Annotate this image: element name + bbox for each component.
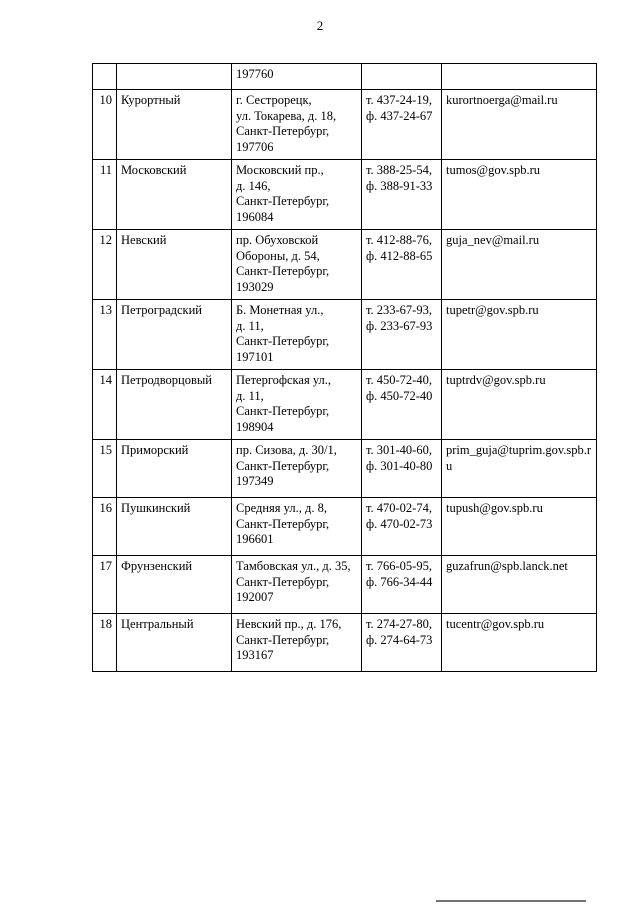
phone-cell [362, 498, 442, 556]
phone-line: т. 233-67-93, [366, 303, 432, 317]
phone-line: ф. 274-64-73 [366, 632, 433, 647]
address-line: 197760 [236, 67, 274, 81]
address-cell [232, 440, 362, 498]
address-line: 193029 [236, 279, 274, 294]
address-line: 196601 [236, 532, 274, 546]
district-name-cell: Петродворцовый [117, 370, 232, 440]
phone-line: ф. 437-24-67 [366, 108, 433, 123]
phone-line: т. 450-72-40, [366, 373, 432, 387]
phone-cell [362, 370, 442, 440]
address-cell [232, 498, 362, 556]
address-line: ул. Токарева, д. 18, [236, 108, 337, 123]
address-line: Санкт-Петербург, [236, 516, 330, 531]
email-cell: guja_nev@mail.ru [442, 230, 597, 300]
row-number-cell: 18 [93, 614, 117, 672]
address-line: Тамбовская ул., д. 35, [236, 559, 351, 573]
address-line: 197706 [236, 139, 274, 154]
table-row [93, 440, 597, 498]
address-line: Санкт-Петербург, [236, 194, 330, 208]
email-cell: tupush@gov.spb.ru [442, 498, 597, 556]
address-cell [232, 160, 362, 230]
phone-line: т. 766-05-95, [366, 559, 432, 573]
phone-line: т. 470-02-74, [366, 501, 432, 515]
phone-line: ф. 450-72-40 [366, 388, 433, 403]
phone-cell [362, 440, 442, 498]
address-cell [232, 370, 362, 440]
phone-cell [362, 614, 442, 672]
address-line: Невский пр., д. 176, [236, 617, 342, 631]
address-line: Санкт-Петербург, [236, 334, 330, 348]
address-line: 197101 [236, 349, 274, 364]
address-cell [232, 230, 362, 300]
address-line: 198904 [236, 419, 274, 434]
address-line: Средняя ул., д. 8, [236, 501, 327, 515]
address-line: пр. Обуховской [236, 233, 319, 247]
phone-line: ф. 388-91-33 [366, 178, 433, 193]
row-number-cell: 14 [93, 370, 117, 440]
phone-line: ф. 470-02-73 [366, 516, 433, 531]
email-cell: guzafrun@spb.lanck.net [442, 556, 597, 614]
address-line: 197349 [236, 474, 274, 488]
district-name-cell: Пушкинский [117, 498, 232, 556]
address-cell [232, 614, 362, 672]
address-line: Санкт-Петербург, [236, 574, 330, 589]
phone-line: ф. 233-67-93 [366, 318, 433, 333]
phone-cell [362, 160, 442, 230]
email-cell: tucentr@gov.spb.ru [442, 614, 597, 672]
district-name-cell [117, 64, 232, 90]
address-line: д. 11, [236, 388, 264, 403]
address-line: Санкт-Петербург, [236, 264, 330, 278]
email-cell: prim_guja@tuprim.gov.spb.ru [442, 440, 597, 498]
address-line: Санкт-Петербург, [236, 632, 330, 647]
row-number-cell [93, 64, 117, 90]
district-name-cell: Курортный [117, 90, 232, 160]
row-number-cell: 11 [93, 160, 117, 230]
email-cell [442, 64, 597, 90]
address-line: Петергофская ул., [236, 373, 332, 387]
address-line: Санкт-Петербург, [236, 458, 330, 473]
address-line: 196084 [236, 209, 274, 224]
address-line: Московский пр., [236, 163, 324, 177]
phone-cell [362, 90, 442, 160]
table-row [93, 556, 597, 614]
address-line: Санкт-Петербург, [236, 404, 330, 418]
district-name-cell: Невский [117, 230, 232, 300]
row-number-cell: 15 [93, 440, 117, 498]
phone-line: т. 274-27-80, [366, 617, 432, 631]
email-cell: tuptrdv@gov.spb.ru [442, 370, 597, 440]
table-row [93, 614, 597, 672]
address-cell [232, 300, 362, 370]
row-number-cell: 16 [93, 498, 117, 556]
phone-cell [362, 230, 442, 300]
address-line: г. Сестрорецк, [236, 93, 312, 107]
address-line: д. 146, [236, 178, 271, 193]
phone-line: т. 301-40-60, [366, 443, 432, 457]
district-name-cell: Московский [117, 160, 232, 230]
table-row [93, 370, 597, 440]
address-line: Обороны, д. 54, [236, 248, 320, 263]
phone-cell [362, 300, 442, 370]
row-number-cell: 17 [93, 556, 117, 614]
phone-line: ф. 766-34-44 [366, 574, 433, 589]
table-row [93, 64, 597, 90]
phone-cell [362, 556, 442, 614]
address-line: 193167 [236, 648, 274, 662]
row-number-cell: 10 [93, 90, 117, 160]
row-number-cell: 13 [93, 300, 117, 370]
table-row [93, 300, 597, 370]
table-row [93, 90, 597, 160]
table-row [93, 498, 597, 556]
address-cell [232, 90, 362, 160]
phone-line: ф. 412-88-65 [366, 248, 433, 263]
district-name-cell: Центральный [117, 614, 232, 672]
table-row [93, 230, 597, 300]
phone-line: т. 412-88-76, [366, 233, 432, 247]
address-line: пр. Сизова, д. 30/1, [236, 443, 337, 457]
phone-line: т. 388-25-54, [366, 163, 432, 177]
phone-line: ф. 301-40-80 [366, 458, 433, 473]
phone-cell [362, 64, 442, 90]
row-number-cell: 12 [93, 230, 117, 300]
scan-artifact [436, 900, 586, 902]
address-line: 192007 [236, 590, 274, 604]
address-cell [232, 64, 362, 90]
district-name-cell: Приморский [117, 440, 232, 498]
address-cell [232, 556, 362, 614]
page-number: 2 [316, 18, 324, 33]
email-cell: kurortnoerga@mail.ru [442, 90, 597, 160]
email-cell: tupetr@gov.spb.ru [442, 300, 597, 370]
district-name-cell: Фрунзенский [117, 556, 232, 614]
district-contacts-table [92, 63, 597, 672]
table-body [93, 64, 597, 672]
table-row [93, 160, 597, 230]
address-line: Б. Монетная ул., [236, 303, 324, 317]
address-line: д. 11, [236, 318, 264, 333]
email-cell: tumos@gov.spb.ru [442, 160, 597, 230]
district-name-cell: Петроградский [117, 300, 232, 370]
phone-line: т. 437-24-19, [366, 93, 432, 107]
address-line: Санкт-Петербург, [236, 124, 330, 138]
